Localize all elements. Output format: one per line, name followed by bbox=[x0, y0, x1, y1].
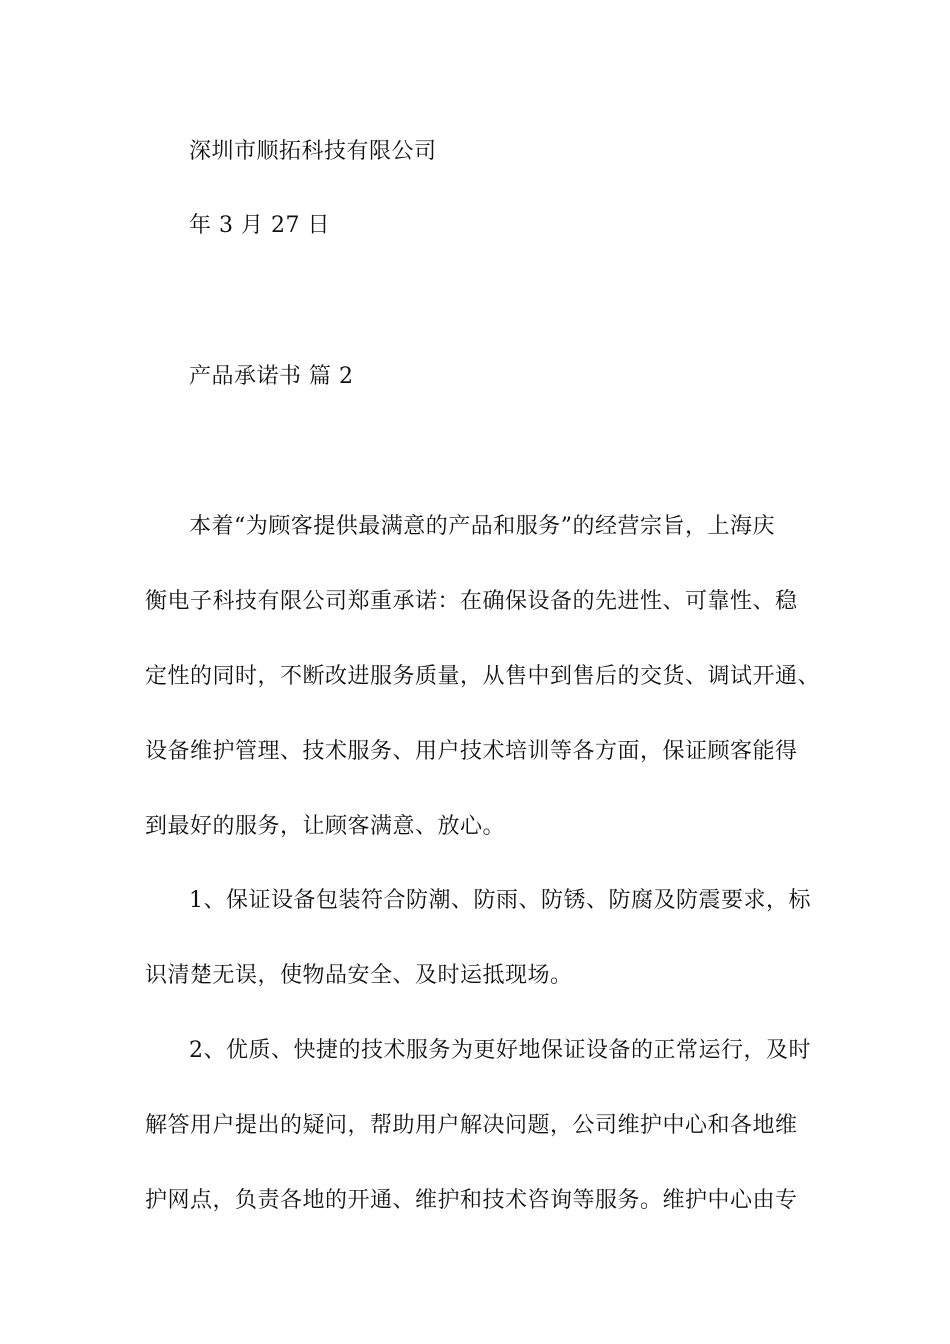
list-item-line: 护网点，负责各地的开通、维护和技术咨询等服务。维护中心由专 bbox=[145, 1188, 798, 1213]
paragraph-line: 定性的同时，不断改进服务质量，从售中到售后的交货、调试开通、 bbox=[145, 664, 821, 689]
list-item-line: 识清楚无误，使物品安全、及时运抵现场。 bbox=[145, 963, 573, 988]
list-item-line: 2、优质、快捷的技术服务为更好地保证设备的正常运行，及时 bbox=[189, 1038, 811, 1063]
list-item-line: 解答用户提出的疑问，帮助用户解决问题，公司维护中心和各地维 bbox=[145, 1113, 798, 1138]
paragraph-line: 到最好的服务，让顾客满意、放心。 bbox=[145, 814, 506, 839]
date-line: 年 3 月 27 日 bbox=[189, 213, 330, 238]
section-title: 产品承诺书 篇 2 bbox=[189, 364, 354, 389]
paragraph-line: 设备维护管理、技术服务、用户技术培训等各方面，保证顾客能得 bbox=[145, 739, 798, 764]
paragraph-line: 衡电子科技有限公司郑重承诺：在确保设备的先进性、可靠性、稳 bbox=[145, 589, 798, 614]
company-name: 深圳市顺拓科技有限公司 bbox=[189, 139, 437, 164]
paragraph-line: 本着“为顾客提供最满意的产品和服务”的经营宗旨，上海庆 bbox=[189, 514, 775, 539]
list-item-line: 1、保证设备包装符合防潮、防雨、防锈、防腐及防震要求，标 bbox=[189, 888, 811, 913]
